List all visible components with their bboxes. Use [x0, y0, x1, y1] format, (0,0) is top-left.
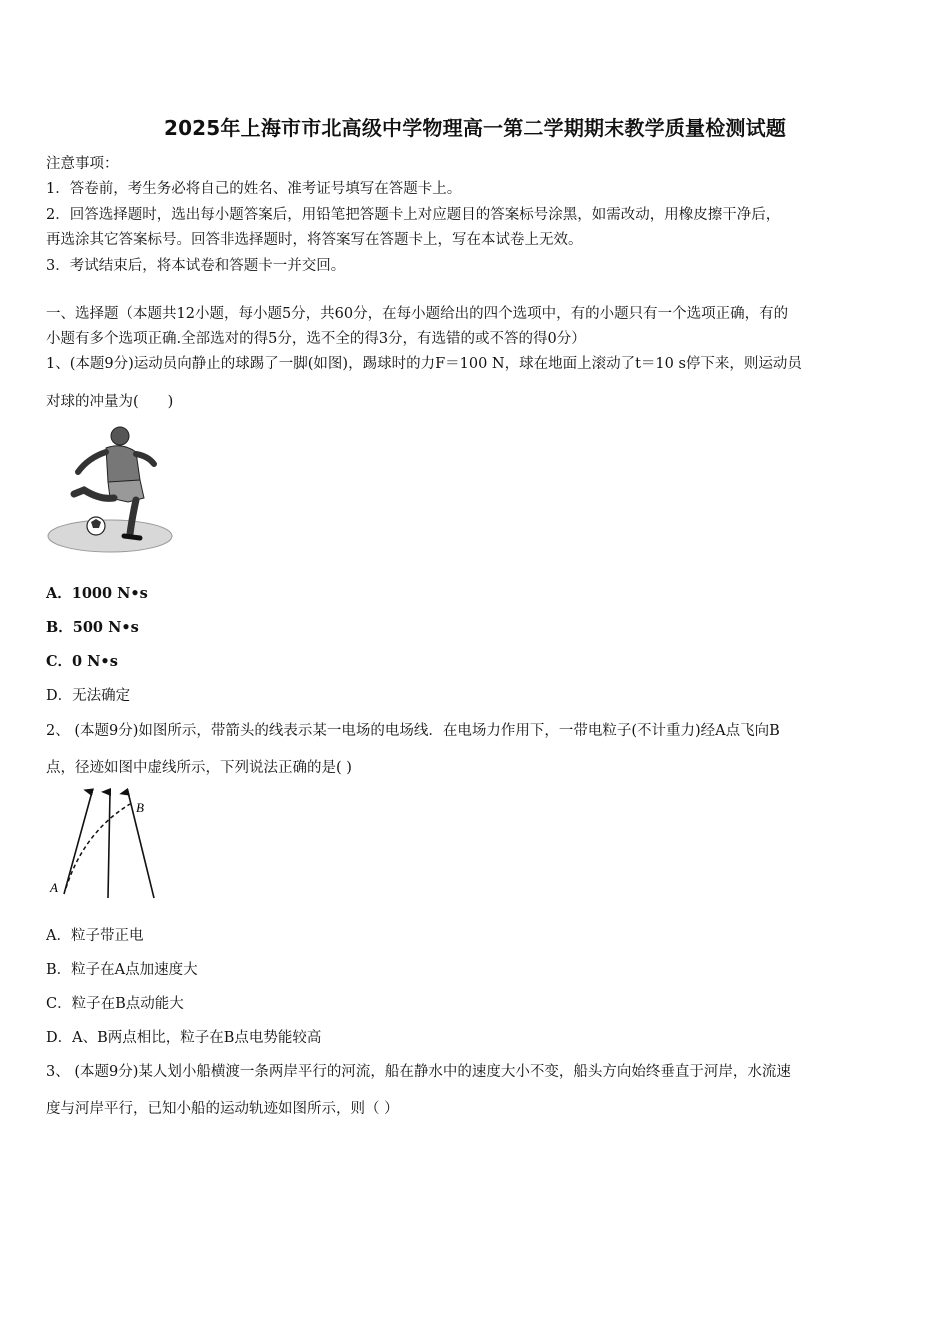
field-line	[108, 792, 110, 898]
q1-option-c: C．0 N•s	[46, 653, 118, 670]
question-1-text: 对球的冲量为( )	[46, 394, 174, 410]
notice-item: 2．回答选择题时，选出每小题答案后，用铅笔把答题卡上对应题目的答案标号涂黑，如需改动，用橡皮擦干净后，	[46, 207, 781, 223]
q1-option-d: D．无法确定	[46, 688, 131, 704]
question-3-text: 度与河岸平行，已知小船的运动轨迹如图所示，则（ ）	[46, 1101, 399, 1117]
soccer-player-figure	[44, 418, 176, 556]
notice-item: 1．答卷前，考生务必将自己的姓名、准考证号填写在答题卡上。	[46, 181, 462, 197]
point-b-label: B	[136, 800, 144, 815]
section-instruction: 一、选择题（本题共12小题，每小题5分，共60分，在每小题给出的四个选项中，有的小题只有一个选项正确，有的	[46, 306, 789, 322]
q1-option-b: B．500 N•s	[46, 619, 139, 636]
player-shoe	[124, 536, 140, 538]
ground-shadow	[48, 520, 172, 552]
player-leg	[74, 490, 114, 498]
section-instruction: 小题有多个选项正确.全部选对的得5分，选不全的得3分，有选错的或不答的得0分）	[46, 331, 586, 347]
q2-option-a: A．粒子带正电	[46, 928, 144, 944]
question-3-text: 3、 (本题9分)某人划小船横渡一条两岸平行的河流，船在静水中的速度大小不变，船头方向始终垂直于河岸，水流速	[46, 1064, 791, 1080]
player-arm	[136, 454, 154, 464]
question-2-text: 点，径迹如图中虚线所示，下列说法正确的是( )	[46, 760, 352, 776]
notice-item: 再选涂其它答案标号。回答非选择题时，将答案写在答题卡上，写在本试卷上无效。	[46, 232, 583, 248]
q2-option-b: B．粒子在A点加速度大	[46, 962, 198, 978]
q1-option-a: A．1000 N•s	[46, 585, 148, 602]
electric-field-figure	[44, 784, 164, 906]
question-2-text: 2、 (本题9分)如图所示，带箭头的线表示某一电场的电场线．在电场力作用下，一带电粒子(不计重力)经A点飞向B	[46, 723, 780, 739]
notice-heading: 注意事项：	[46, 156, 119, 172]
point-a-label: A	[50, 880, 58, 895]
notice-item: 3．考试结束后，将本试卷和答题卡一并交回。	[46, 258, 346, 274]
player-head	[111, 427, 129, 445]
page-title: 2025年上海市市北高级中学物理高一第二学期期末教学质量检测试题	[163, 116, 787, 140]
question-1-text: 1、(本题9分)运动员向静止的球踢了一脚(如图)，踢球时的力F＝100 N，球在地面上滚动了t＝10 s停下来，则运动员	[46, 356, 802, 372]
particle-trajectory	[66, 804, 130, 888]
q2-option-c: C．粒子在B点动能大	[46, 996, 184, 1012]
player-arm	[78, 452, 106, 472]
q2-option-d: D．A、B两点相比，粒子在B点电势能较高	[46, 1030, 322, 1046]
